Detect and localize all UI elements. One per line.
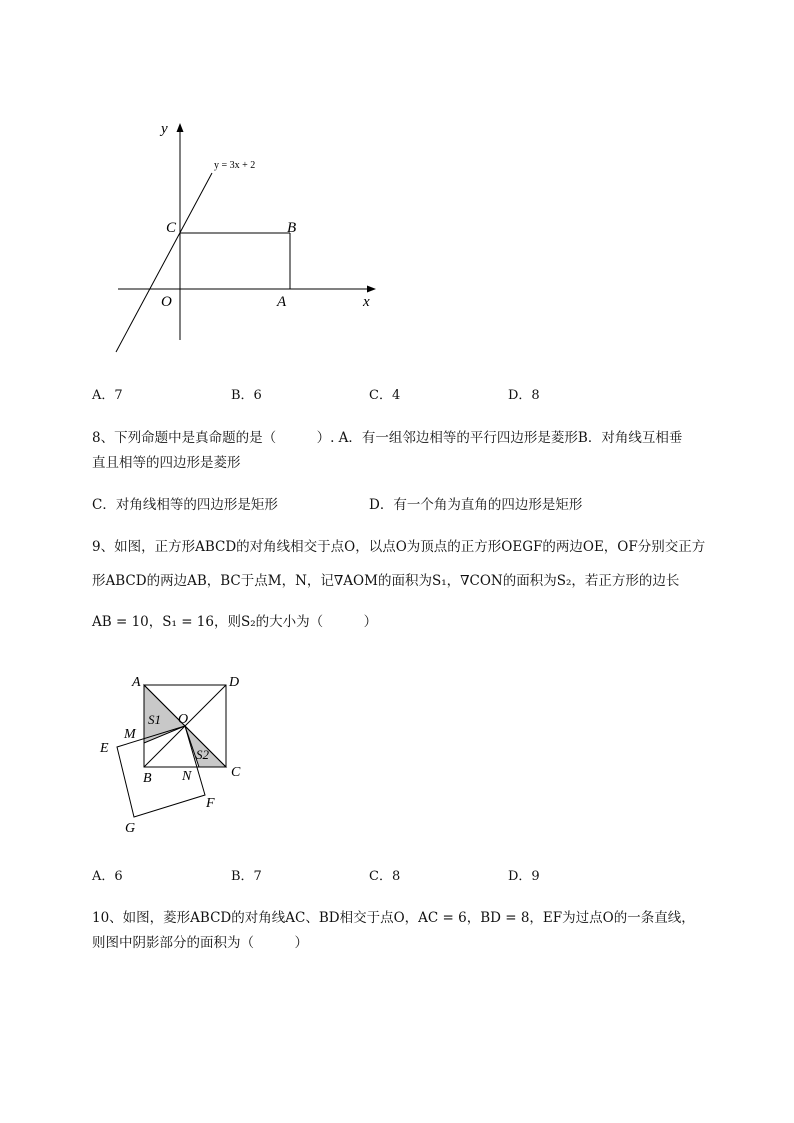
label-A: A [132,675,141,690]
line-y-3x-2 [116,173,212,352]
q8-option-d[interactable]: D．有一个角为直角的四边形是矩形 [369,497,583,513]
q7-option-a[interactable]: A．7 [92,388,123,403]
label-S1: S1 [148,712,161,727]
x-axis-arrow-icon [367,286,376,293]
q9-option-d[interactable]: D．9 [508,869,540,884]
q7-option-b[interactable]: B．6 [231,388,262,403]
q10-stem-line2: 则图中阴影部分的面积为（ ） [92,935,308,951]
figure-coordinate-plane [108,115,388,360]
label-O: O [178,712,189,727]
q9-stem-line2: 形ABCD的两边AB，BC于点M，N，记∇AOM的面积为S₁，∇CON的面积为S₂，若正方形的边长 [92,573,680,589]
y-axis-label: y [161,121,168,137]
point-A-label: A [277,294,287,310]
q8-stem-line1: 8、下列命题中是真命题的是（ ）. A．有一组邻边相等的平行四边形是菱形B．对角线互相垂 [92,430,683,446]
x-axis-label: x [363,294,370,310]
line-equation-label: y = 3x + 2 [214,160,256,171]
q9-option-b[interactable]: B．7 [231,869,262,884]
q8-option-c[interactable]: C．对角线相等的四边形是矩形 [92,497,278,513]
label-B: B [143,771,152,786]
q9-stem-line1: 9、如图，正方形ABCD的对角线相交于点O，以点O为顶点的正方形OEGF的两边OE，OF分别交正方 [92,539,706,555]
point-B-label: B [287,220,297,236]
label-C: C [231,765,241,780]
label-S2: S2 [196,747,209,762]
label-N: N [182,769,192,784]
q9-option-a[interactable]: A．6 [92,869,123,884]
q7-option-c[interactable]: C．4 [369,388,401,403]
q8-stem-line2: 直且相等的四边形是菱形 [92,455,241,471]
q7-option-d[interactable]: D．8 [508,388,540,403]
point-O-label: O [161,294,172,310]
label-D: D [229,675,240,690]
point-C-label: C [166,220,177,236]
q10-stem-line1: 10、如图，菱形ABCD的对角线AC、BD相交于点O，AC = 6，BD = 8，EF为过点O的一条直线， [92,910,695,926]
figure-squares [95,668,255,840]
label-E: E [100,741,109,756]
label-F: F [206,796,215,811]
label-G: G [125,821,136,836]
q9-stem-line3: AB = 10，S₁ = 16，则S₂的大小为（ ） [92,614,378,630]
label-M: M [124,727,136,742]
q9-option-c[interactable]: C．8 [369,869,401,884]
y-axis-arrow-icon [177,123,184,132]
